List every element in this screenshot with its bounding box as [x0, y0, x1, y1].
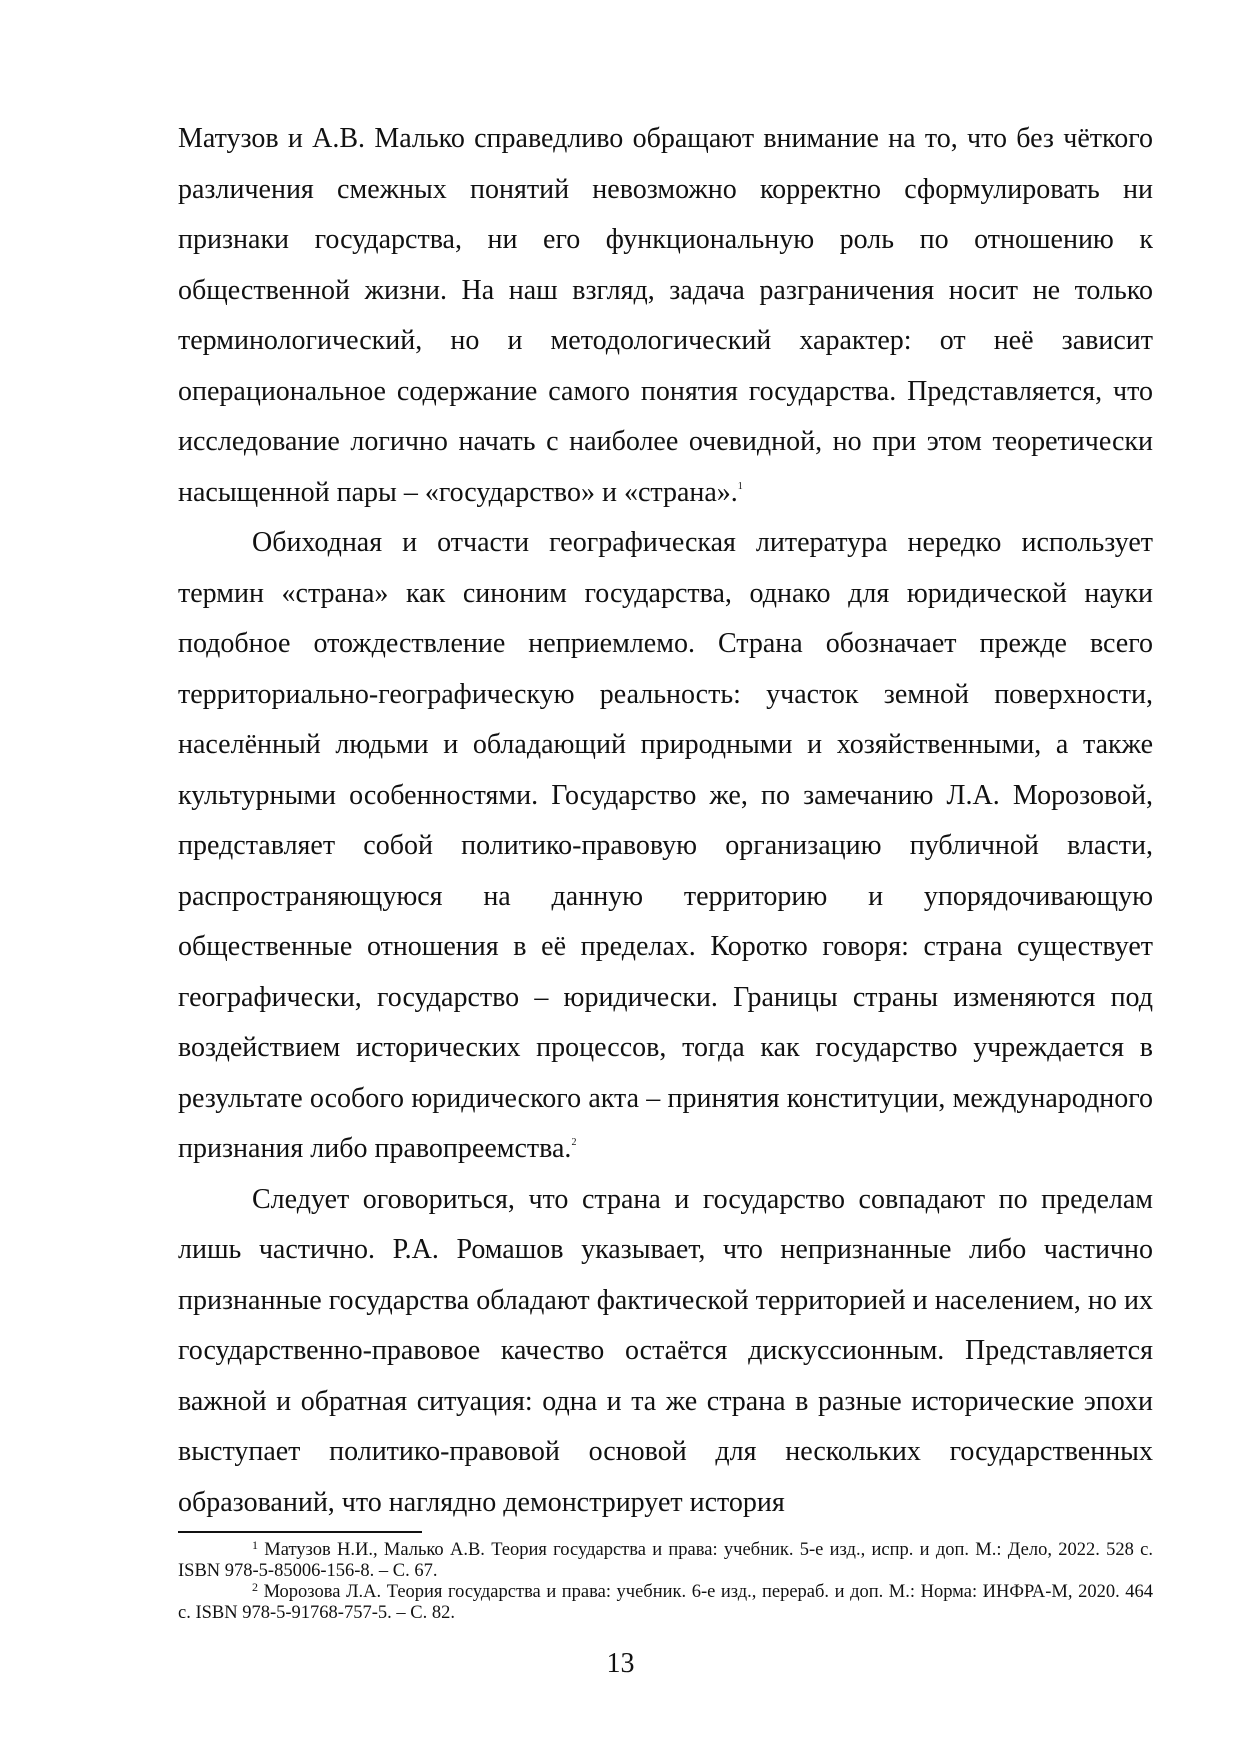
body-text — [178, 114, 1153, 1528]
footnote-number-1: 1 — [252, 1538, 258, 1552]
footnote-text-2: Морозова Л.А. Теория государства и права: учебник. 6-е изд., перераб. и доп. М.: Норма: ИНФРА-М, 2020. 464 с. ISBN 978-5-91768-757-5. – С. 82. — [178, 1582, 1153, 1623]
paragraph-1-text: Матузов и А.В. Малько справедливо обращают внимание на то, что без чёткого различения смежных понятий невозможно корректно сформулировать ни признаки государства, ни его функциональную роль по отношению к общественной жизни. На наш взгляд, задача разграничения носит не только терминологический, но и методологический характер: от неё зависит операциональное содержание самого понятия государства. Представляется, что исследование логично начать с наиболее очевидной, но при этом теоретически насыщенной пары – «государство» и «страна». — [178, 123, 1153, 508]
footnote-ref-2[interactable]: 2 — [571, 1137, 577, 1148]
footnote-text-1: Матузов Н.И., Малько А.В. Теория государства и права: учебник. 5-е изд., испр. и доп. М.: Дело, 2022. 528 с. ISBN 978-5-85006-156-8. – С. 67. — [178, 1540, 1153, 1581]
footnotes — [178, 1540, 1153, 1624]
paragraph-3-text: Следует оговориться, что страна и государство совпадают по пределам лишь частично. Р.А. Ромашов указывает, что непризнанные либо частично признанные государства обладают фактической территорией и населением, но их государственно-правовое качество остаётся дискуссионным. Представляется важной и обратная ситуация: одна и та же страна в разные исторические эпохи выступает политико-правовой основой для нескольких государственных образований, что наглядно демонстрирует история — [178, 1183, 1153, 1518]
footnote-number-2: 2 — [252, 1580, 258, 1594]
paragraph-1 — [178, 114, 1153, 518]
footnote-separator — [178, 1531, 422, 1533]
paragraph-2 — [178, 518, 1153, 1175]
footnote-1 — [178, 1540, 1153, 1582]
paragraph-2-text: Обиходная и отчасти географическая литература нередко использует термин «страна» как синоним государства, однако для юридической науки подобное отождествление неприемлемо. Страна обозначает прежде всего территориально-географическую реальность: участок земной поверхности, населённый людьми и обладающий природными и хозяйственными, а также культурными особенностями. Государство же, по замечанию Л.А. Морозовой, представляет собой политико-правовую организацию публичной власти, распространяющуюся на данную территорию и упорядочивающую общественные отношения в её пределах. Коротко говоря: страна существует географически, государство – юридически. Границы страны изменяются под воздействием исторических процессов, тогда как государство учреждается в результате особого юридического акта – принятия конституции, международного признания либо правопреемства. — [178, 527, 1153, 1164]
footnote-2 — [178, 1582, 1153, 1624]
footnote-ref-1[interactable]: 1 — [737, 480, 743, 492]
page-number: 13 — [606, 1648, 635, 1679]
paragraph-3 — [178, 1175, 1153, 1529]
